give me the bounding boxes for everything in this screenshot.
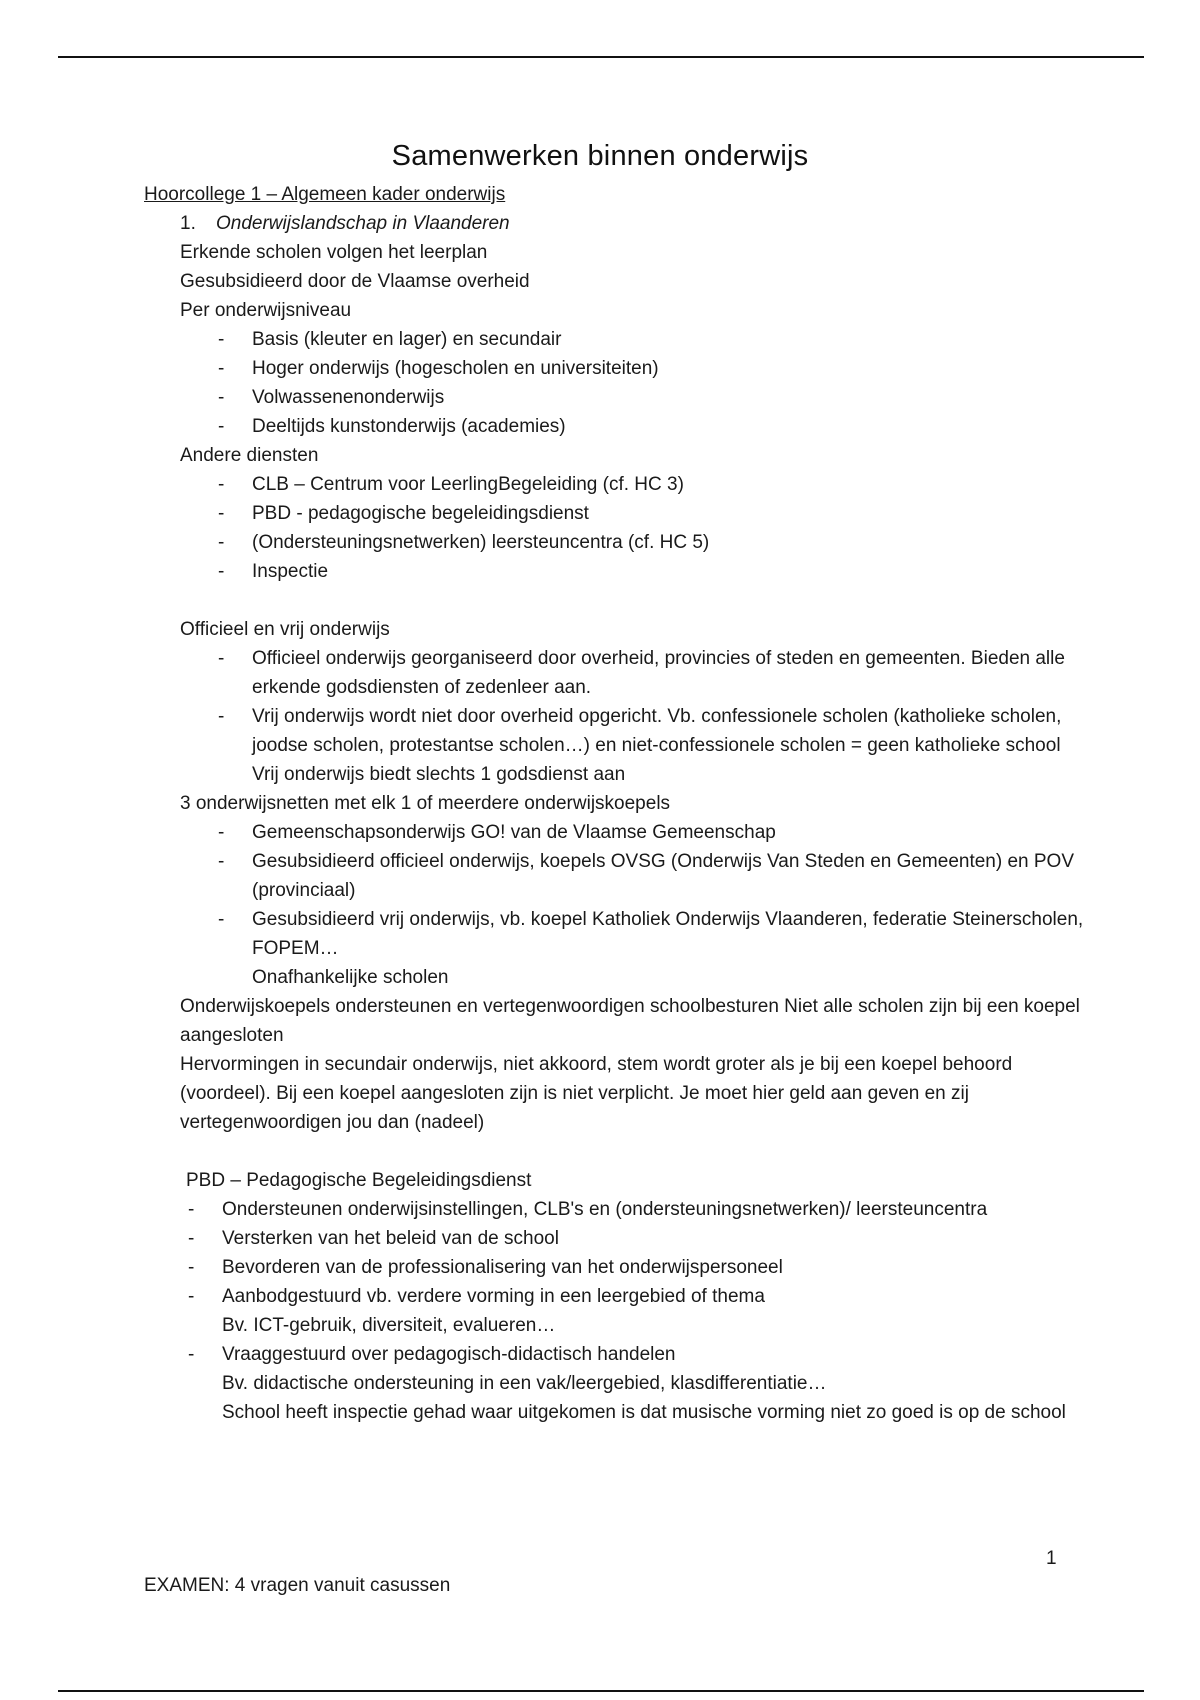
list-item-text: Gesubsidieerd vrij onderwijs, vb. koepel Katholiek Onderwijs Vlaanderen, federatie Steinerscholen, FOPEM… — [252, 909, 1084, 959]
networks-list — [144, 818, 1084, 992]
spacer — [144, 586, 1084, 615]
list-item: - Basis (kleuter en lager) en secundair — [144, 325, 1084, 354]
list-item-text: Officieel onderwijs georganiseerd door overheid, provincies of steden en gemeenten. Bieden alle erkende godsdiensten of zedenleer aan. — [252, 648, 1065, 698]
list-item — [144, 1340, 1084, 1427]
list-item: - Deeltijds kunstonderwijs (academies) — [144, 412, 1084, 441]
lecture-heading: Hoorcollege 1 – Algemeen kader onderwijs — [144, 184, 506, 205]
list-item — [144, 644, 1084, 702]
list-item-continuation: Onafhankelijke scholen — [252, 967, 449, 988]
section-heading — [144, 209, 1084, 238]
list-item-continuation: Bv. ICT-gebruik, diversiteit, evalueren… — [222, 1315, 556, 1336]
koepels-paragraph: Onderwijskoepels ondersteunen en vertegenwoordigen schoolbesturen Niet alle scholen zijn bij een koepel aangesloten — [180, 996, 1080, 1046]
list-item-text: Vraaggestuurd over pedagogisch-didactisch handelen — [222, 1344, 676, 1365]
list-item — [144, 1224, 1084, 1253]
list-item: - PBD - pedagogische begeleidingsdienst — [144, 499, 1084, 528]
intro-line: Per onderwijsniveau — [180, 300, 352, 321]
intro-line: Erkende scholen volgen het leerplan — [180, 242, 488, 263]
list-item-continuation: Vrij onderwijs biedt slechts 1 godsdienst aan — [252, 764, 626, 785]
page-number: 1 — [1046, 1548, 1057, 1569]
list-item-text: Aanbodgestuurd vb. verdere vorming in een leergebied of thema — [222, 1286, 765, 1307]
services-label: Andere diensten — [180, 445, 319, 466]
list-item — [144, 1282, 1084, 1340]
pbd-list — [144, 1195, 1084, 1427]
levels-list — [144, 325, 1084, 441]
list-item: - Inspectie — [144, 557, 1084, 586]
list-item: - (Ondersteuningsnetwerken) leersteuncentra (cf. HC 5) — [144, 528, 1084, 557]
footer-rule — [58, 1690, 1144, 1692]
services-list — [144, 470, 1084, 586]
list-item — [144, 1253, 1084, 1282]
list-item-text: Gemeenschapsonderwijs GO! van de Vlaamse Gemeenschap — [252, 822, 776, 843]
list-item: - Volwassenenonderwijs — [144, 383, 1084, 412]
list-item-text: Vrij onderwijs wordt niet door overheid opgericht. Vb. confessionele scholen (katholieke scholen, joodse scholen, protestantse scholen…) en niet-confessionele scholen = geen katholieke school — [252, 706, 1062, 756]
list-item-continuation: School heeft inspectie gehad waar uitgekomen is dat musische vorming niet zo goed is op de school — [222, 1402, 1066, 1423]
list-item: - CLB – Centrum voor LeerlingBegeleiding (cf. HC 3) — [144, 470, 1084, 499]
list-item-text: Versterken van het beleid van de school — [222, 1228, 559, 1249]
header-rule — [58, 56, 1144, 58]
list-item — [144, 847, 1084, 905]
list-item: - Hoger onderwijs (hogescholen en universiteiten) — [144, 354, 1084, 383]
list-item-text: Bevorderen van de professionalisering van het onderwijspersoneel — [222, 1257, 783, 1278]
document-body — [144, 180, 1084, 1427]
page-title: Samenwerken binnen onderwijs — [391, 140, 809, 172]
pbd-label: PBD – Pedagogische Begeleidingsdienst — [186, 1170, 532, 1191]
list-item — [144, 702, 1084, 789]
list-item — [144, 905, 1084, 992]
list-item — [144, 818, 1084, 847]
section-title: Onderwijslandschap in Vlaanderen — [216, 213, 510, 234]
official-label: Officieel en vrij onderwijs — [180, 619, 390, 640]
list-item-text: Ondersteunen onderwijsinstellingen, CLB's en (ondersteuningsnetwerken)/ leersteuncentra — [222, 1199, 988, 1220]
list-item — [144, 1195, 1084, 1224]
hervorming-paragraph: Hervormingen in secundair onderwijs, niet akkoord, stem wordt groter als je bij een koepel behoord (voordeel). Bij een koepel aangesloten zijn is niet verplicht. Je moet hier geld aan geven en zij vertegenwoordigen jou dan (nadeel) — [180, 1054, 1013, 1133]
footer-note: EXAMEN: 4 vragen vanuit casussen — [144, 1575, 451, 1596]
list-item-text: Gesubsidieerd officieel onderwijs, koepels OVSG (Onderwijs Van Steden en Gemeenten) en POV (provinciaal) — [252, 851, 1075, 901]
list-item-continuation: Bv. didactische ondersteuning in een vak/leergebied, klasdifferentiatie… — [222, 1373, 827, 1394]
section-number: 1. — [180, 213, 196, 234]
official-list — [144, 644, 1084, 789]
intro-line: Gesubsidieerd door de Vlaamse overheid — [180, 271, 530, 292]
networks-label: 3 onderwijsnetten met elk 1 of meerdere onderwijskoepels — [180, 793, 671, 814]
